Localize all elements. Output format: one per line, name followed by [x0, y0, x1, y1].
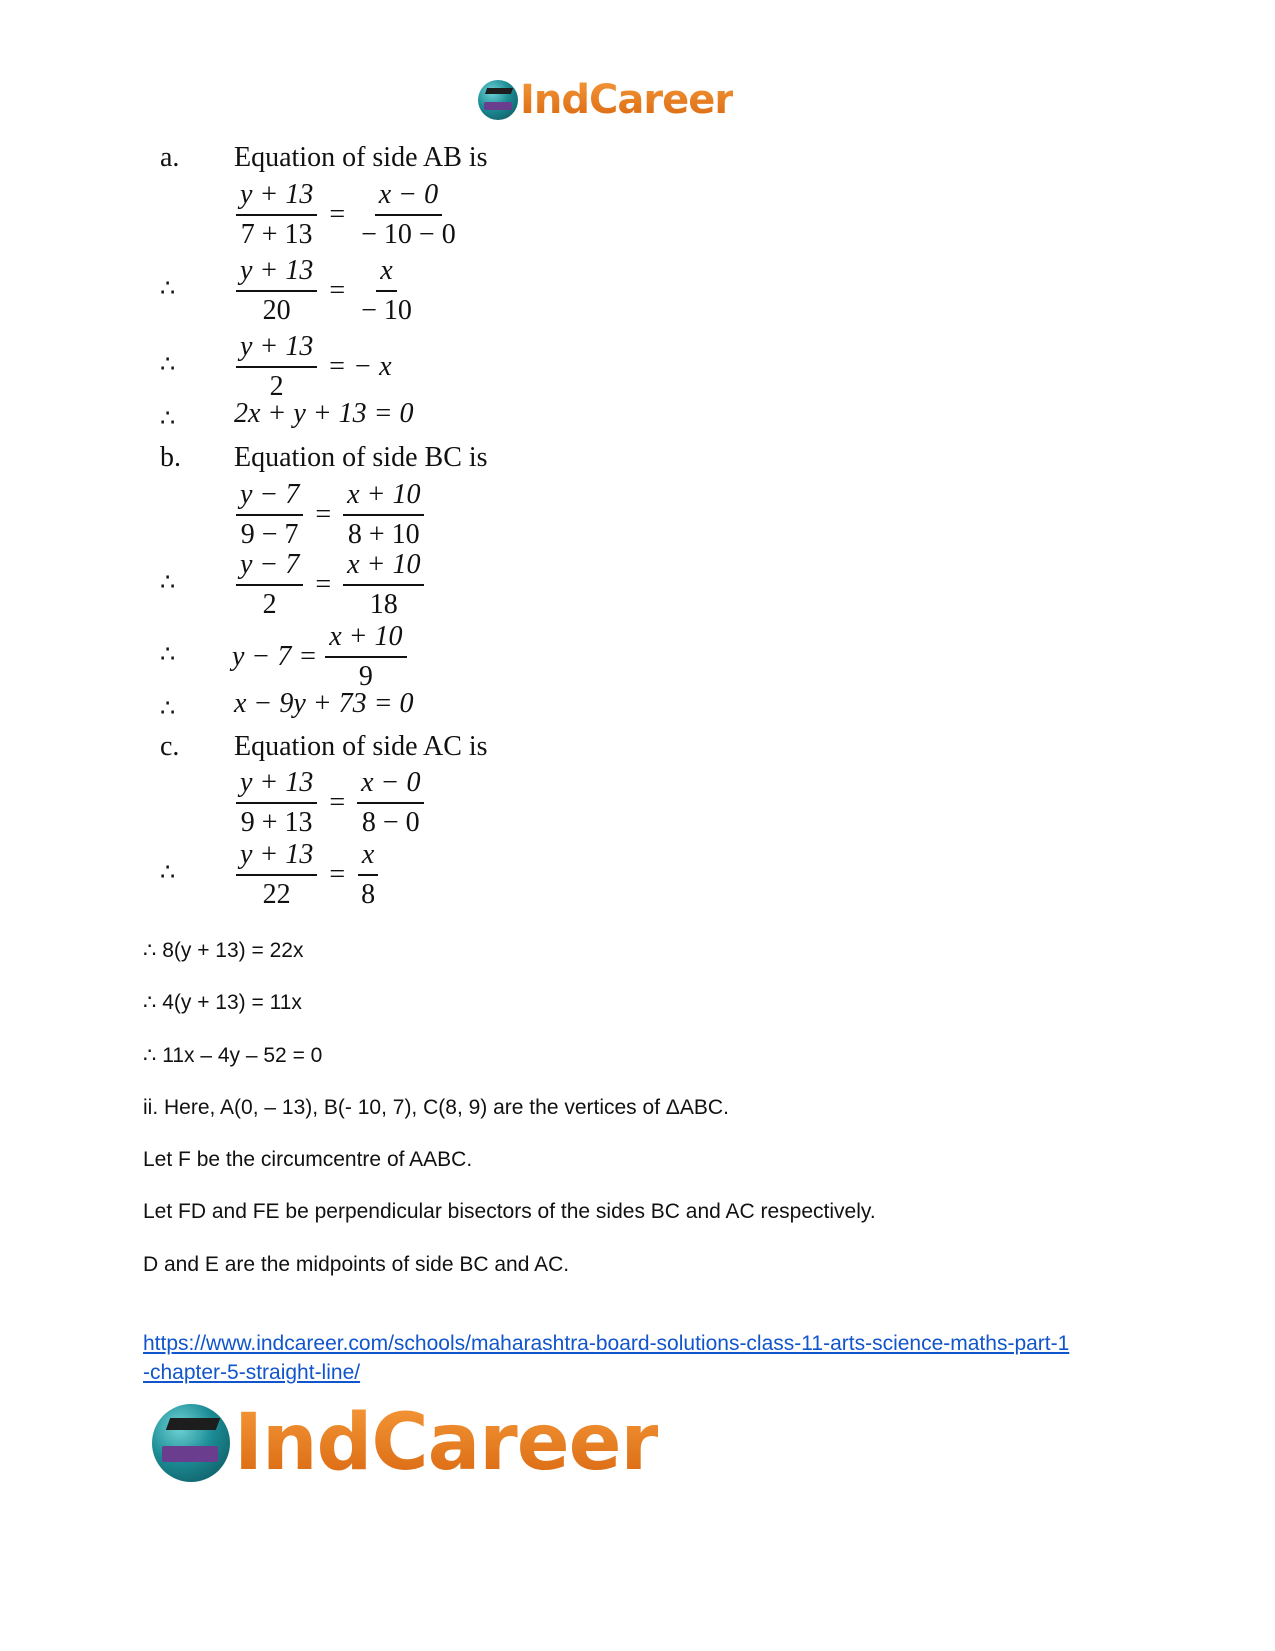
text-line: Let F be the circumcentre of AABC.	[143, 1148, 473, 1171]
eq-b1: $\frac{y - 7}{9 - 7}$ = $\frac{x + 10}{8 + 10}$	[236, 478, 424, 552]
therefore-a2: ∴	[160, 274, 176, 302]
title-c: Equation of side AC is	[234, 731, 488, 762]
eq-a2: $\frac{y + 13}{20}$ = $\frac{x}{- 10}$	[236, 254, 416, 328]
eq-a3: $\frac{y + 13}{2}$ = − x	[236, 330, 404, 404]
eq-b4: x − 9y + 73 = 0	[234, 688, 414, 719]
eq-c2: $\frac{y + 13}{22}$ = $\frac{x}{8}$	[236, 838, 379, 912]
title-a: Equation of side AB is	[234, 142, 488, 173]
source-link[interactable]: https://www.indcareer.com/schools/maharashtra-board-solutions-class-11-arts-science-maths-part-1-chapter-5-straight-line/	[143, 1332, 1070, 1384]
therefore-b3: ∴	[160, 640, 176, 668]
header-logo	[478, 76, 733, 124]
eq-b3: y − 7 = $\frac{x + 10}{9}$	[232, 620, 407, 694]
label-c: c.	[160, 731, 180, 762]
eq-b2: $\frac{y - 7}{2}$ = $\frac{x + 10}{18}$	[236, 548, 424, 622]
header-logo-text: IndCareer	[520, 77, 734, 123]
text-line: ii. Here, A(0, – 13), B(- 10, 7), C(8, 9) are the vertices of ΔABC.	[143, 1096, 729, 1119]
eq-a1: $\frac{y + 13}{7 + 13}$ = $\frac{x - 0}{- 10 - 0}$	[236, 178, 460, 252]
text-line: ∴ 8(y + 13) = 22x	[143, 939, 304, 962]
globe-icon	[152, 1404, 230, 1482]
eq-a4: 2x + y + 13 = 0	[234, 398, 414, 429]
text-line: D and E are the midpoints of side BC and AC.	[143, 1253, 570, 1276]
globe-icon	[478, 80, 518, 120]
text-line: ∴ 11x – 4y – 52 = 0	[143, 1044, 323, 1067]
text-line: ∴ 4(y + 13) = 11x	[143, 991, 302, 1014]
therefore-c2: ∴	[160, 858, 176, 886]
footer-logo	[152, 1398, 658, 1488]
label-b: b.	[160, 442, 181, 473]
title-b: Equation of side BC is	[234, 442, 488, 473]
footer-logo-text: IndCareer	[234, 1398, 658, 1488]
therefore-a3: ∴	[160, 350, 176, 378]
eq-c1: $\frac{y + 13}{9 + 13}$ = $\frac{x - 0}{8 - 0}$	[236, 766, 424, 840]
therefore-b4: ∴	[160, 694, 176, 722]
therefore-a4: ∴	[160, 404, 176, 432]
text-line: Let FD and FE be perpendicular bisectors of the sides BC and AC respectively.	[143, 1200, 876, 1223]
label-a: a.	[160, 142, 180, 173]
therefore-b2: ∴	[160, 568, 176, 596]
